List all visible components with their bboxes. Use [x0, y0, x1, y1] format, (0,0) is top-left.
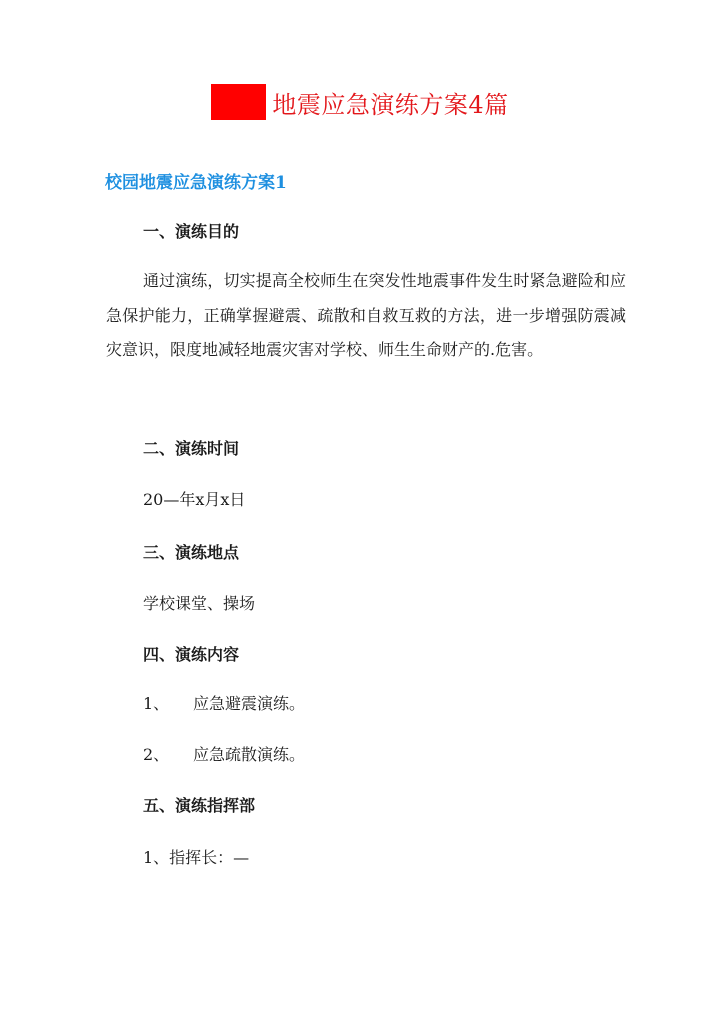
- list-text: 应急疏散演练。: [193, 745, 306, 764]
- title-row: [0, 84, 720, 120]
- list-text: 应急避震演练。: [193, 694, 306, 713]
- heading-time: 二、演练时间: [143, 439, 240, 458]
- text-location: 学校课堂、操场: [143, 594, 256, 613]
- redaction-block: [211, 84, 266, 120]
- heading-command: 五、演练指挥部: [143, 796, 256, 815]
- list-item: [143, 742, 305, 765]
- list-number: 1、: [143, 694, 170, 713]
- document-title: 地震应急演练方案4篇: [272, 90, 509, 119]
- list-item: [143, 691, 305, 714]
- heading-content: 四、演练内容: [143, 645, 240, 664]
- text-command: 1、指挥长：—: [143, 848, 250, 867]
- heading-location: 三、演练地点: [143, 543, 240, 562]
- heading-purpose: 一、演练目的: [143, 222, 240, 241]
- paragraph-purpose: 通过演练，切实提高全校师生在突发性地震事件发生时紧急避险和应急保护能力，正确掌握避震、疏散和自救互救的方法，进一步增强防震减灾意识，限度地减轻地震灾害对学校、师生生命财产的.危害。: [106, 271, 626, 359]
- text-time: 20—年x月x日: [143, 490, 246, 509]
- list-number: 2、: [143, 745, 170, 764]
- section-subtitle: 校园地震应急演练方案1: [105, 173, 287, 193]
